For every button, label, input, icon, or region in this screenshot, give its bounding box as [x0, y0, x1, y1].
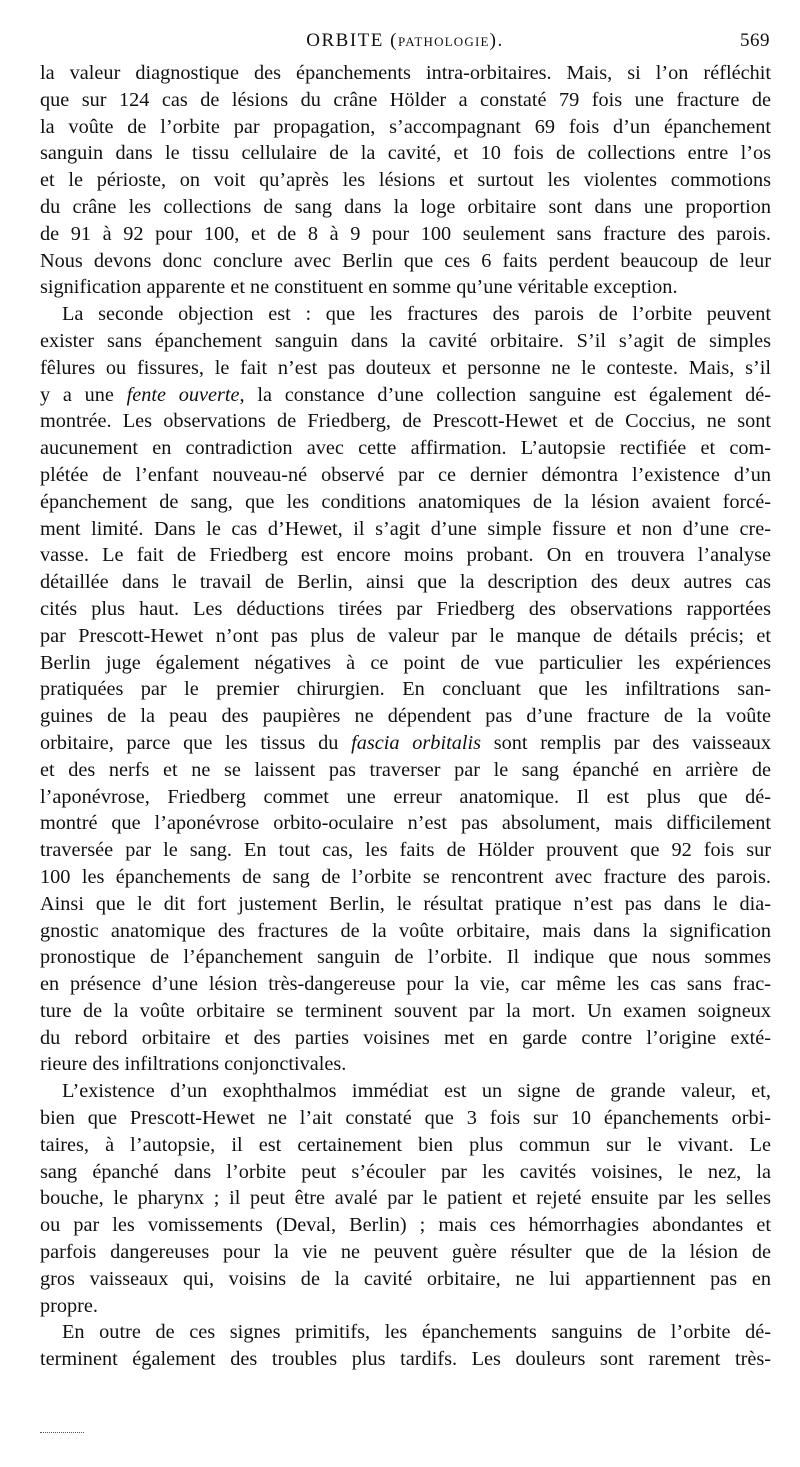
text-line: cités plus haut. Les déductions tirées par Friedberg des observations rapportées: [40, 597, 771, 620]
text-line: [40, 382, 771, 409]
text-line: en présence d’une lésion très-dangereuse pour la vie, car même les cas sans frac-: [40, 973, 771, 996]
running-head: [40, 30, 770, 56]
text-line: du crâne les collections de sang dans la loge orbitaire sont dans une proportion: [40, 195, 771, 218]
text-line: ture de la voûte orbitaire se terminent souvent par la mort. Un examen soigneux: [40, 999, 771, 1022]
text-line: [40, 730, 771, 757]
text-line: pratiquées par le premier chirurgien. En concluant que les infiltrations san-: [40, 678, 771, 701]
page-number: 569: [740, 30, 770, 51]
italic-term: fascia orbitalis: [351, 731, 482, 754]
text-line: montrée. Les observations de Friedberg, de Prescott-Hewet et de Coccius, ne sont: [40, 410, 771, 433]
text-run: sont remplis par des vaisseaux: [481, 731, 771, 754]
text-line: de 91 à 92 pour 100, et de 8 à 9 pour 100 seulement sans fracture des parois.: [40, 222, 771, 245]
text-line: détaillée dans le travail de Berlin, ainsi que la description des deux autres cas: [40, 571, 771, 594]
footer-dotted-rule: [40, 1432, 84, 1433]
text-line: signification apparente et ne constituent en somme qu’une véritable exception.: [40, 276, 678, 299]
text-line: pronostique de l’épanchement sanguin de l’orbite. Il indique que nous sommes: [40, 946, 771, 969]
text-line: exister sans épanchement sanguin dans la cavité orbitaire. S’il s’agit de simples: [40, 329, 771, 352]
text-line: Ainsi que le dit fort justement Berlin, le résultat pratique n’est pas dans le dia-: [40, 892, 771, 915]
text-run: orbitaire, parce que les tissus du: [40, 731, 352, 754]
text-line: terminent également des troubles plus tardifs. Les douleurs sont rarement très-: [40, 1348, 771, 1371]
text-line: vasse. Le fait de Friedberg est encore moins probant. On en trouvera l’analyse: [40, 544, 771, 567]
text-line: traversée par le sang. En tout cas, les faits de Hölder prouvent que 92 fois sur: [40, 839, 771, 862]
running-title-subtitle: PATHOLOGIE: [397, 34, 490, 49]
text-line: bouche, le pharynx ; il peut être avalé par le patient et rejeté ensuite par les selles: [40, 1187, 771, 1210]
text-line: du rebord orbitaire et des parties voisines met en garde contre l’origine exté-: [40, 1026, 771, 1049]
paragraph-start-line: La seconde objection est : que les fractures des parois de l’orbite peuvent: [62, 303, 771, 326]
text-line: bien que Prescott-Hewet ne l’ait constaté que 3 fois sur 10 épanchements orbi-: [40, 1107, 771, 1130]
text-line: épanchement de sang, que les conditions anatomiques de la lésion avaient forcé-: [40, 490, 771, 513]
text-line: taires, à l’autopsie, il est certainement bien plus commun sur le vivant. Le: [40, 1133, 771, 1156]
paragraph-start-line: L’existence d’un exophthalmos immédiat est un signe de grande valeur, et,: [62, 1080, 771, 1103]
text-line: Berlin juge également négatives à ce point de vue particulier les expériences: [40, 651, 771, 674]
text-line: parfois dangereuses pour la vie ne peuvent guère résulter que de la lésion de: [40, 1241, 771, 1264]
text-line: Nous devons donc conclure avec Berlin que ces 6 faits perdent beaucoup de leur: [40, 249, 771, 272]
running-title-open-paren: (: [383, 30, 398, 51]
italic-term: fente ouverte: [126, 383, 240, 406]
text-line: et des nerfs et ne se laissent pas traverser par le sang épanché en arrière de: [40, 758, 771, 781]
text-line: gnostic anatomique des fractures de la voûte orbitaire, mais dans la signification: [40, 919, 771, 942]
text-line: l’aponévrose, Friedberg commet une erreur anatomique. Il est plus que dé-: [40, 785, 771, 808]
text-line: par Prescott-Hewet n’ont pas plus de valeur par le manque de détails précis; et: [40, 624, 771, 647]
text-line: guines de la peau des paupières ne dépendent pas d’une fracture de la voûte: [40, 705, 771, 728]
text-line: sang épanché dans l’orbite peut s’écouler par les cavités voisines, le nez, la: [40, 1160, 771, 1183]
text-line: aucunement en contradiction avec cette affirmation. L’autopsie rectifiée et com-: [40, 437, 771, 460]
running-title-close-paren: ).: [489, 30, 504, 51]
text-line: montré que l’aponévrose orbito-oculaire n’est pas absolument, mais difficilement: [40, 812, 771, 835]
text-run: , la constance d’une collection sanguine est également dé-: [239, 383, 771, 406]
text-line: ou par les vomissements (Deval, Berlin) ; mais ces hémorrhagies abondantes et: [40, 1214, 771, 1237]
text-line: rieure des infiltrations conjonctivales.: [40, 1053, 347, 1076]
text-line: et le périoste, on voit qu’après les lésions et surtout les violentes commotions: [40, 169, 771, 192]
text-line: plétée de l’enfant nouveau-né observé par ce dernier démontra l’existence d’un: [40, 463, 771, 486]
text-line: la voûte de l’orbite par propagation, s’accompagnant 69 fois d’un épanchement: [40, 115, 771, 138]
text-line: propre.: [40, 1294, 99, 1317]
text-run: y a une: [40, 383, 127, 406]
text-line: fêlures ou fissures, le fait n’est pas douteux et personne ne le conteste. Mais, s’il: [40, 356, 771, 379]
text-line: ment limité. Dans le cas d’Hewet, il s’agit d’une simple fissure et non d’une cre-: [40, 517, 771, 540]
paragraph-start-line: En outre de ces signes primitifs, les épanchements sanguins de l’orbite dé-: [62, 1321, 771, 1344]
running-title: [40, 30, 770, 52]
text-line: sanguin dans le tissu cellulaire de la cavité, et 10 fois de collections entre l’os: [40, 142, 771, 165]
text-line: 100 les épanchements de sang de l’orbite se rencontrent avec fracture des parois.: [40, 865, 771, 888]
text-line: gros vaisseaux qui, voisins de la cavité orbitaire, ne lui appartiennent pas en: [40, 1267, 771, 1290]
text-line: que sur 124 cas de lésions du crâne Hölder a constaté 79 fois une fracture de: [40, 88, 771, 111]
text-line: la valeur diagnostique des épanchements intra-orbitaires. Mais, si l’on réfléchit: [40, 62, 771, 84]
body-text: [40, 60, 771, 1373]
running-title-main: ORBITE: [306, 30, 384, 51]
